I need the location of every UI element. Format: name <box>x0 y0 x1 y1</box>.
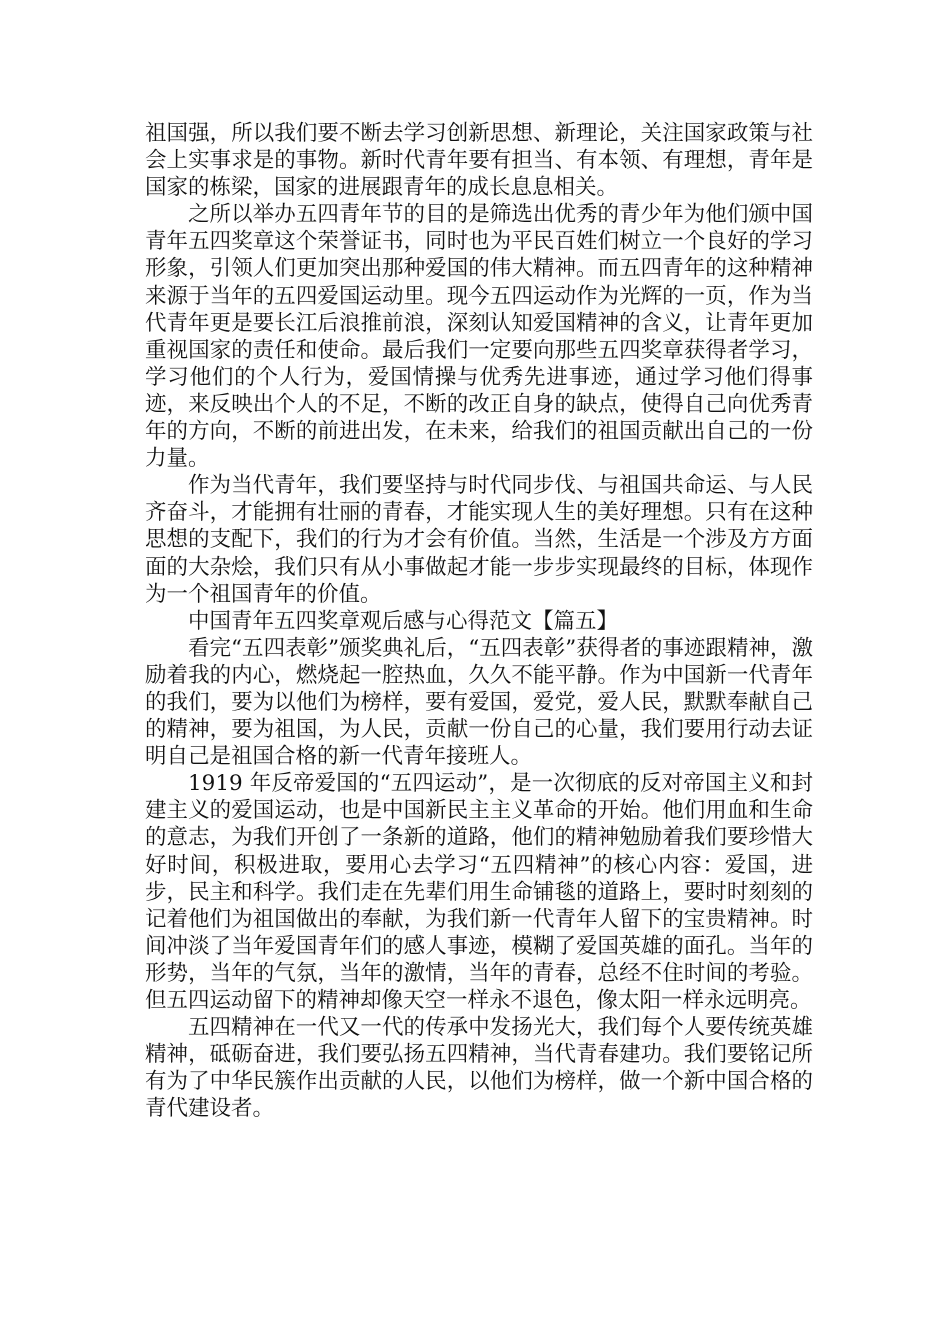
paragraph-wusi-spirit-legacy: 五四精神在一代又一代的传承中发扬光大，我们每个人要传统英雄精神，砥砺奋进，我们要弘扬五四精神，当代青春建功。我们要铭记所有为了中华民簇作出贡献的人民，以他们为榜样，做一个新中国合格的青代建设者。 <box>145 1015 813 1122</box>
section-heading-part-five: 中国青年五四奖章观后感与心得范文【篇五】 <box>188 608 619 634</box>
paragraph-award-ceremony: 看完“五四表彰”颁奖典礼后，“五四表彰”获得者的事迹跟精神，激励着我的内心，燃烧起一腔热血，久久不能平静。作为中国新一代青年的我们，要为以他们为榜样，要有爱国，爱党，爱人民，默默奉献自己的精神，要为祖国，为人民，贡献一份自己的心量，我们要用行动去证明自己是祖国合格的新一代青年接班人。 <box>145 635 813 770</box>
paragraph-may-fourth-history: 1919 年反帝爱国的“五四运动”，是一次彻底的反对帝国主义和封建主义的爱国运动，也是中国新民主主义革命的开始。他们用血和生命的意志，为我们开创了一条新的道路，他们的精神勉励着我们要珍惜大好时间，积极进取，要用心去学习“五四精神”的核心内容：爱国，进步，民主和科学。我们走在先辈们用生命铺毯的道路上，要时时刻刻的记着他们为祖国做出的奉献，为我们新一代青年人留下的宝贵精神。时间冲淡了当年爱国青年们的感人事迹，模糊了爱国英雄的面孔。当年的形势，当年的气氛，当年的激情，当年的青春，总经不住时间的考验。但五四运动留下的精神却像天空一样永不退色，像太阳一样永远明亮。 <box>145 771 813 1013</box>
paragraph-wusi-festival-purpose: 之所以举办五四青年节的目的是筛选出优秀的青少年为他们颁中国青年五四奖章这个荣誉证书，同时也为平民百姓们树立一个良好的学习形象，引领人们更加突出那种爱国的伟大精神。而五四青年的这种精神来源于当年的五四爱国运动里。现今五四运动作为光辉的一页，作为当代青年更是要长江后浪推前浪，深刻认知爱国精神的含义，让青年更加重视国家的责任和使命。最后我们一定要向那些五四奖章获得者学习，学习他们的个人行为，爱国情操与优秀先进事迹，通过学习他们得事迹，来反映出个人的不足，不断的改正自身的缺点，使得自己向优秀青年的方向，不断的前进出发，在未来，给我们的祖国贡献出自己的一份力量。 <box>145 202 813 472</box>
paragraph-contemporary-youth: 作为当代青年，我们要坚持与时代同步伐、与祖国共命运、与人民齐奋斗，才能拥有壮丽的青春，才能实现人生的美好理想。只有在这种思想的支配下，我们的行为才会有价值。当然，生活是一个涉及方方面面的大杂烩，我们只有从小事做起才能一步步实现最终的目标，体现作为一个祖国青年的价值。 <box>145 473 813 607</box>
document-page <box>145 120 813 1122</box>
paragraph-continuation: 祖国强，所以我们要不断去学习创新思想、新理论，关注国家政策与社会上实事求是的事物。新时代青年要有担当、有本领、有理想，青年是国家的栋梁，国家的进展跟青年的成长息息相关。 <box>145 121 813 201</box>
